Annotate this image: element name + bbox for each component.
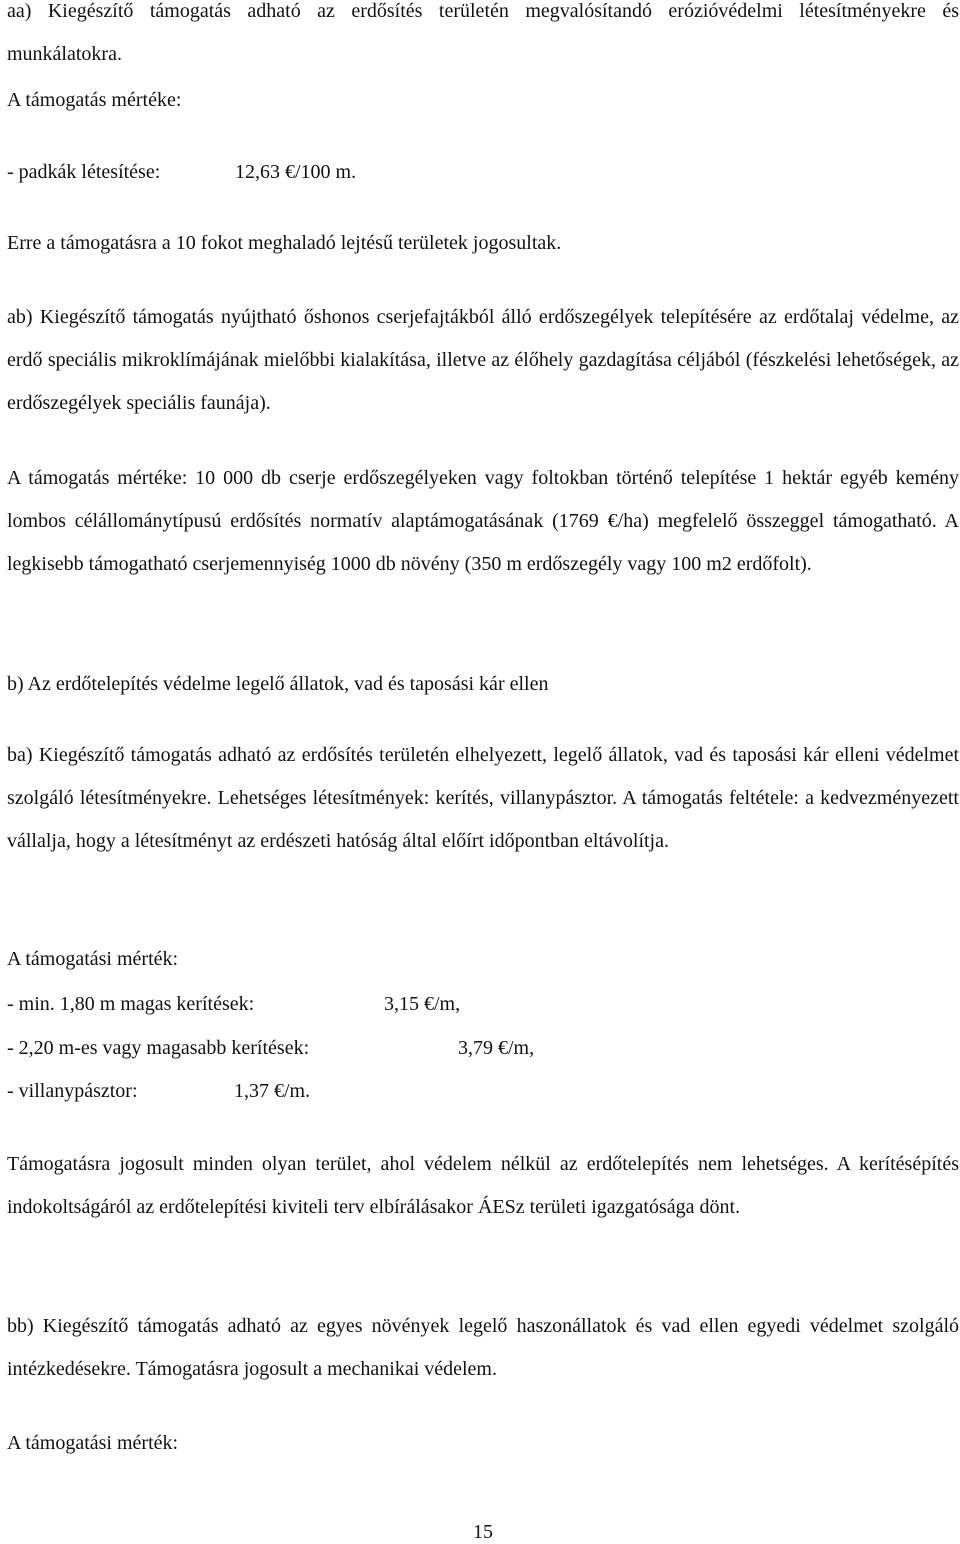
- paragraph-ba-eligibility: Támogatásra jogosult minden olyan terület, ahol védelem nélkül az erdőtelepítés nem lehetséges. A kerítésépítés indokoltságáról az erdőtelepítési kiviteli terv elbírálásakor ÁESz területi igazgatósága dönt.: [7, 1153, 959, 1218]
- paragraph-bb: bb) Kiegészítő támogatás adható az egyes növények legelő haszonállatok és vad ellen egyedi védelmet szolgáló intézkedésekre. Támogatásra jogosult a mechanikai védelem.: [7, 1315, 959, 1380]
- ba-rate-label-2: - 2,20 m-es vagy magasabb kerítések:: [7, 1037, 310, 1059]
- ba-rate-label-3: - villanypásztor:: [7, 1080, 138, 1102]
- paragraph-aa: aa) Kiegészítő támogatás adható az erdősítés területén megvalósítandó erózióvédelmi létesítményekre és munkálatokra.: [7, 0, 959, 65]
- document-page: [7, 0, 959, 1543]
- paragraph-ba: ba) Kiegészítő támogatás adható az erdősítés területén elhelyezett, legelő állatok, vad és taposási kár elleni védelmet szolgáló létesítményekre. Lehetséges létesítmények: kerítés, villanypásztor. A támogatás feltétele: a kedvezményezett vállalja, hogy a létesítményt az erdészeti hatóság által előírt időpontban eltávolítja.: [7, 744, 959, 852]
- ba-rate-label-1: - min. 1,80 m magas kerítések:: [7, 993, 255, 1015]
- aa-eligibility: Erre a támogatásra a 10 fokot meghaladó lejtésű területek jogosultak.: [7, 232, 562, 254]
- bb-rate-heading: A támogatási mérték:: [7, 1432, 179, 1454]
- ba-rate-value-2: 3,79 €/m,: [458, 1037, 535, 1059]
- ba-rate-heading: A támogatási mérték:: [7, 948, 179, 970]
- section-b-heading: b) Az erdőtelepítés védelme legelő állatok, vad és taposási kár ellen: [7, 673, 549, 695]
- ba-rate-value-1: 3,15 €/m,: [384, 993, 461, 1015]
- ba-rate-value-3: 1,37 €/m.: [234, 1080, 311, 1102]
- aa-rate-label: - padkák létesítése:: [7, 161, 161, 183]
- aa-rate-heading: A támogatás mértéke:: [7, 89, 182, 111]
- paragraph-ab-rate: A támogatás mértéke: 10 000 db cserje erdőszegélyeken vagy foltokban történő telepítése 1 hektár egyéb kemény lombos célállománytípusú erdősítés normatív alaptámogatásának (1769 €/ha) megfelelő összeggel támogatható. A legkisebb támogatható cserjemennyiség 1000 db növény (350 m erdőszegély vagy 100 m2 erdőfolt).: [7, 467, 959, 575]
- aa-rate-value: 12,63 €/100 m.: [235, 161, 357, 183]
- paragraph-ab: ab) Kiegészítő támogatás nyújtható őshonos cserjefajtákból álló erdőszegélyek telepítésére az erdőtalaj védelme, az erdő speciális mikroklímájának mielőbbi kialakítása, illetve az élőhely gazdagítása céljából (fészkelési lehetőségek, az erdőszegélyek speciális faunája).: [7, 306, 959, 414]
- page-number: 15: [473, 1521, 493, 1543]
